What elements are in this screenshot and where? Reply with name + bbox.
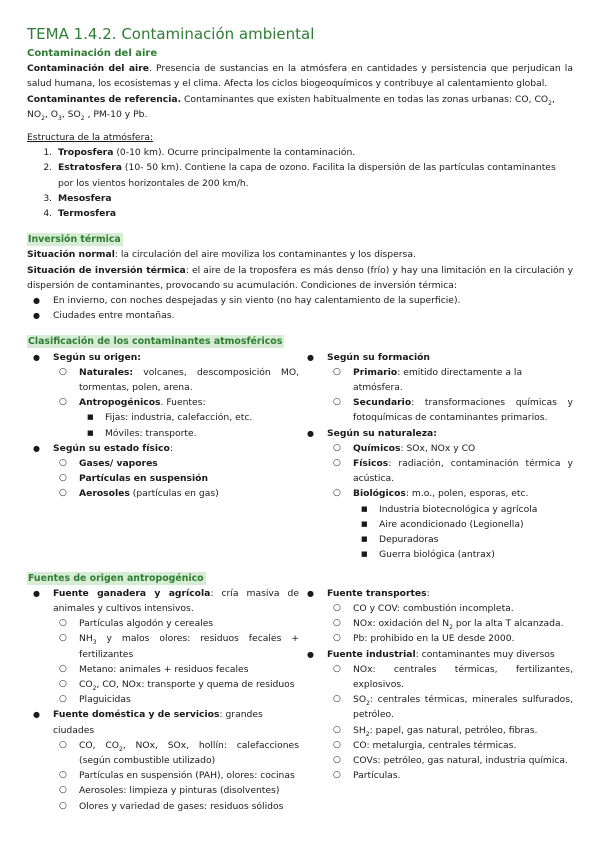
sub: 2 — [548, 99, 552, 107]
term: Fuente industrial — [327, 648, 416, 660]
section-heading-inversion: Inversión térmica — [28, 234, 121, 246]
list-item: ● En invierno, con noches despejadas y sin viento (no hay calentamiento de la superficie). — [27, 293, 573, 308]
list-item — [55, 145, 573, 160]
list-item — [327, 365, 573, 395]
document-page — [27, 24, 573, 814]
reference-text: , SO — [61, 108, 81, 120]
definition-paragraph — [27, 61, 573, 91]
text: CO, CO — [79, 739, 119, 751]
naturaleza-label: Según su naturaleza: — [327, 427, 437, 439]
text: CO — [79, 678, 93, 690]
text: , NOx, SOx, hollín: calefacciones (según combustible utilizado) — [79, 739, 299, 766]
term: Naturales: — [79, 366, 134, 378]
sub: 2 — [118, 745, 123, 753]
list-item — [27, 441, 299, 502]
term: Biológicos — [353, 488, 406, 500]
definition-term: Contaminación del aire — [27, 63, 149, 75]
list-item — [301, 586, 573, 647]
layer-name: Termosfera — [58, 208, 117, 220]
term: Primario — [353, 366, 398, 378]
text: SH — [353, 724, 366, 736]
list-item: ● Ciudades entre montañas. — [27, 308, 573, 323]
conditions-list — [27, 293, 573, 323]
list-item: ○ Pb: prohibido en la UE desde 2000. — [327, 631, 573, 646]
list-item — [53, 365, 299, 395]
list-item: ■ Móviles: transporte. — [79, 426, 299, 441]
list-item: ○ Olores y variedad de gases: residuos sólidos — [53, 799, 299, 814]
normal-term: Situación normal — [27, 249, 115, 261]
list-item — [301, 647, 573, 784]
list-item — [53, 486, 299, 501]
list-item — [53, 631, 299, 661]
text: . Fuentes: — [160, 397, 206, 409]
term: Fuente doméstica y de servicios — [53, 709, 220, 721]
text: : — [426, 587, 430, 599]
inversion-term: Situación de inversión térmica — [27, 264, 186, 276]
text: y malos olores: residuos fecales + fertilizantes — [79, 633, 299, 660]
list-item — [301, 426, 573, 563]
sub: 2 — [449, 623, 453, 631]
list-item — [53, 395, 299, 441]
sub: 3 — [92, 639, 97, 647]
term: Partículas en suspensión — [79, 473, 209, 485]
text: : transformaciones químicas y fotoquímicas de contaminantes primarios. — [353, 397, 573, 424]
origen-label: Según su origen: — [53, 351, 141, 363]
right-column — [301, 586, 573, 814]
term: Físicos — [353, 458, 389, 470]
sub: 2 — [366, 699, 370, 707]
layer-name: Mesosfera — [58, 192, 112, 204]
inversion-paragraph — [27, 263, 573, 293]
list-item — [55, 160, 573, 190]
left-column — [27, 350, 299, 563]
list-item — [327, 441, 573, 456]
reference-text: , PM-10 y Pb. — [84, 108, 148, 120]
text: : radiación, contaminación térmica y acústica. — [353, 458, 573, 485]
text: : contaminantes muy diversos — [415, 648, 555, 660]
list-item — [53, 456, 299, 471]
list-item: ○ CO: metalurgia, centrales térmicas. — [327, 738, 573, 753]
estado-label: Según su estado físico — [53, 442, 170, 454]
normal-paragraph — [27, 247, 573, 262]
clasificacion-columns — [27, 350, 573, 563]
text: : emitido directamente a la atmósfera. — [353, 366, 523, 394]
inversion-text: : el aire de la troposfera es más denso (frío) y hay una limitación en la circulación y dispersión de contaminantes, provocando su acumulación. Condiciones de inversión térmica: — [27, 264, 573, 291]
list-item: ○ Plaguicidas — [53, 692, 299, 707]
layer-name: Estratosfera — [58, 162, 122, 174]
list-item — [327, 456, 573, 486]
term: Secundario — [353, 397, 412, 409]
list-item: ○ COVs: petróleo, gas natural, industria química. — [327, 753, 573, 768]
list-item: ○ Partículas algodón y cereales — [53, 616, 299, 631]
sub: 3 — [58, 114, 62, 122]
layer-desc: (10- 50 km). Contiene la capa de ozono. Facilita la dispersión de las partículas contaminantes por los vientos horizontales de 200 km/h. — [58, 162, 556, 189]
reference-text: Contaminantes que existen habitualmente en todas las zonas urbanas: CO, CO — [181, 93, 549, 105]
definition-text: . Presencia de sustancias en la atmósfera en cantidades y persistencia que perjudican la salud humana, los ecosistemas y el clima. Afecta los ciclos biogeoquímicos y contribuye al calentamiento global. — [27, 63, 573, 90]
normal-text: : la circulación del aire moviliza los contaminantes y los dispersa. — [114, 249, 416, 261]
section-heading-aire: Contaminación del aire — [27, 48, 158, 59]
right-column — [301, 350, 573, 563]
list-item: ■ Industria biotecnológica y agrícola — [353, 502, 573, 517]
text: NOx: oxidación del N — [353, 618, 450, 630]
list-item: ■ Depuradoras — [353, 532, 573, 547]
list-item — [327, 486, 573, 562]
sub: 2 — [92, 684, 97, 692]
formacion-label: Según su formación — [327, 351, 430, 363]
text: , CO, NOx: transporte y quema de residuos — [96, 678, 295, 690]
text: : — [169, 442, 173, 454]
term: Antropogénicos — [79, 397, 161, 409]
structure-label: Estructura de la atmósfera: — [27, 132, 154, 144]
section-heading-clasificacion: Clasificación de los contaminantes atmosféricos — [28, 336, 283, 348]
text: NH — [79, 633, 93, 645]
list-item — [55, 191, 573, 206]
list-item — [53, 471, 299, 486]
text: : cría masiva de animales y cultivos intensivos. — [53, 587, 299, 614]
list-item: ■ Guerra biológica (antrax) — [353, 547, 573, 562]
list-item: ○ Partículas. — [327, 768, 573, 783]
term: Gases/ vapores — [79, 458, 158, 470]
fuentes-columns — [27, 586, 573, 814]
left-column — [27, 586, 299, 814]
list-item — [27, 707, 299, 813]
text: SO — [353, 694, 367, 706]
list-item — [53, 677, 299, 692]
reference-term: Contaminantes de referencia. — [27, 93, 182, 105]
list-item: ○ Metano: animales + residuos fecales — [53, 662, 299, 677]
reference-paragraph — [27, 92, 573, 122]
text: : centrales térmicas, minerales sulfurados, petróleo. — [353, 694, 573, 721]
list-item: ○ NOx: centrales térmicas, fertilizantes, explosivos. — [327, 662, 573, 692]
list-item — [27, 586, 299, 708]
term: Fuente ganadera y agrícola — [53, 587, 211, 599]
list-item — [301, 350, 573, 426]
list-item — [327, 723, 573, 738]
sub: 2 — [365, 730, 370, 738]
text: volcanes, descomposición MO, tormentas, polen, arena. — [79, 366, 299, 394]
text: : papel, gas natural, petróleo, fibras. — [369, 724, 538, 736]
text: : SOx, NOx y CO — [400, 442, 476, 454]
text: : m.o., polen, esporas, etc. — [405, 488, 529, 500]
text: : grandes ciudades — [53, 709, 263, 736]
page-title: TEMA 1.4.2. Contaminación ambiental — [27, 25, 315, 43]
text: (partículas en gas) — [129, 488, 219, 500]
term: Químicos — [353, 442, 401, 454]
section-heading-fuentes: Fuentes de origen antropogénico — [28, 572, 204, 584]
text: por la alta T alcanzada. — [452, 618, 564, 630]
atmosphere-layers-list — [27, 145, 573, 221]
list-item — [327, 692, 573, 722]
list-item: ○ CO y COV: combustión incompleta. — [327, 601, 573, 616]
layer-desc: (0-10 km). Ocurre principalmente la contaminación. — [113, 147, 356, 159]
reference-text: , NO — [27, 93, 555, 120]
sub: 2 — [80, 114, 85, 122]
list-item — [327, 395, 573, 425]
list-item — [53, 738, 299, 768]
term: Aerosoles — [79, 488, 130, 500]
list-item — [55, 206, 573, 221]
term: Fuente transportes — [327, 587, 427, 599]
list-item: ○ Aerosoles: limpieza y pinturas (disolventes) — [53, 783, 299, 798]
sub: 2 — [41, 114, 45, 122]
list-item: ■ Aire acondicionado (Legionella) — [353, 517, 573, 532]
layer-name: Troposfera — [58, 147, 114, 159]
reference-text: , O — [44, 108, 59, 120]
list-item — [27, 350, 299, 441]
list-item: ■ Fijas: industria, calefacción, etc. — [79, 410, 299, 425]
list-item — [327, 616, 573, 631]
list-item: ○ Partículas en suspensión (PAH), olores: cocinas — [53, 768, 299, 783]
